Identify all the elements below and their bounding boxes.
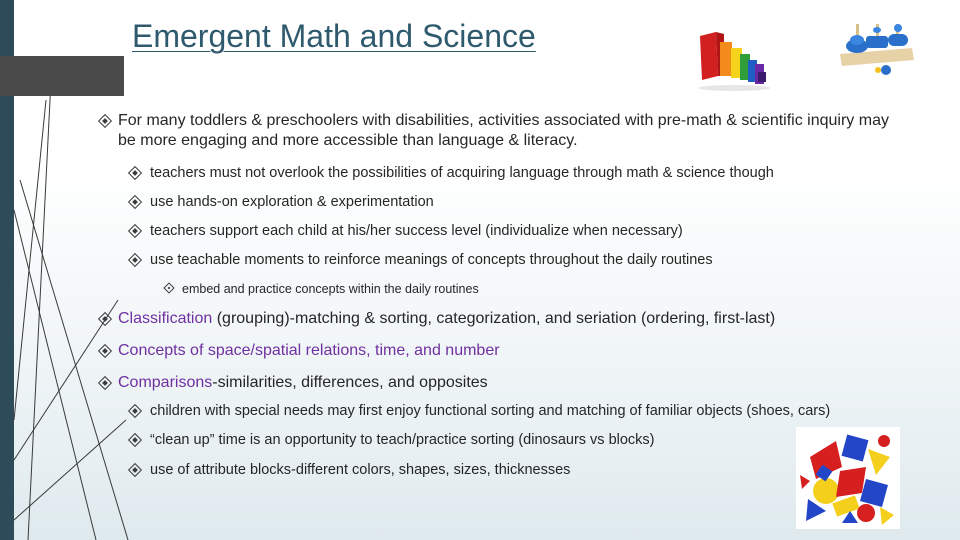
bullet-text: For many toddlers & preschoolers with disabilities, activities associated with pre-math & scientific inquiry may be more engaging and more accessible than language & literacy. bbox=[118, 112, 889, 149]
bullet-text: embed and practice concepts within the daily routines bbox=[182, 282, 479, 296]
attribute-blocks-image bbox=[796, 427, 900, 529]
bullet-text: teachers must not overlook the possibilities of acquiring language through math & science though bbox=[150, 165, 774, 181]
bullet-text: children with special needs may first enjoy functional sorting and matching of familiar objects (shoes, cars) bbox=[150, 403, 831, 419]
diamond-bullet-icon bbox=[163, 282, 174, 293]
stacking-boxes-image bbox=[690, 22, 776, 100]
bullet-text: (grouping)-matching & sorting, categorization, and seriation (ordering, first-last) bbox=[212, 310, 776, 327]
sub-bullet-language-through-math bbox=[150, 164, 910, 182]
bullet-spatial-concepts bbox=[118, 341, 908, 361]
bullet-text: use hands-on exploration & experimentation bbox=[150, 194, 434, 210]
shape-sorter-image bbox=[836, 18, 918, 78]
bullet-text: “clean up” time is an opportunity to teach/practice sorting (dinosaurs vs blocks) bbox=[150, 432, 655, 448]
bullet-comparisons bbox=[118, 373, 908, 393]
bullet-text: use teachable moments to reinforce meanings of concepts throughout the daily routines bbox=[150, 252, 713, 268]
bullet-text: teachers support each child at his/her success level (individualize when necessary) bbox=[150, 223, 683, 239]
slide-title: Emergent Math and Science bbox=[132, 18, 536, 54]
sub-bullet-functional-sorting bbox=[150, 402, 910, 420]
sub-bullet-hands-on bbox=[150, 193, 910, 211]
bullet-pre-math-accessibility bbox=[118, 111, 908, 151]
bullet-classification bbox=[118, 309, 908, 329]
highlight-spatial-concepts: Concepts of space/spatial relations, time, and number bbox=[118, 342, 500, 359]
highlight-comparisons: Comparisons bbox=[118, 374, 213, 391]
sub-bullet-success-level bbox=[150, 222, 910, 240]
bullet-text: -similarities, differences, and opposites bbox=[212, 374, 488, 391]
sub-bullet-teachable-moments bbox=[150, 251, 910, 269]
sub-sub-bullet-embed-concepts bbox=[182, 281, 782, 297]
bullet-text: use of attribute blocks-different colors, shapes, sizes, thicknesses bbox=[150, 462, 571, 478]
title-tab-decoration bbox=[0, 56, 124, 96]
highlight-classification: Classification bbox=[118, 310, 213, 327]
